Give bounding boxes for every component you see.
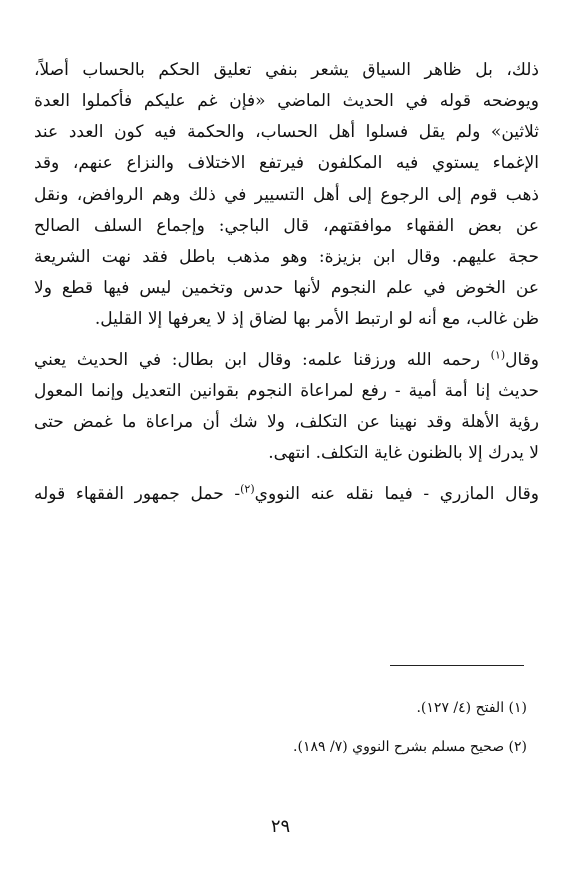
paragraph-line-with-footnote: [34, 482, 539, 506]
text-line: عن بعض الفقهاء موافقتهم، قال الباجي: وإجماع السلف الصالح: [34, 216, 539, 236]
text-fragment: رحمه الله ورزقنا علمه: وقال ابن بطال: في الحديث يعني: [34, 350, 480, 370]
text-fragment: - حمل جمهور الفقهاء قوله: [34, 484, 241, 504]
text-line: الإغماء يستوي فيه المكلفون فيرتفع الاختلاف والنزاع عنهم، وقد: [34, 153, 539, 173]
paragraph-line-with-footnote: [34, 348, 539, 372]
text-line: ويوضحه قوله في الحديث الماضي «فإن غم عليكم فأكملوا العدة: [34, 91, 539, 111]
text-line: لا يدرك إلا بالظنون غاية التكلف. انتهى.: [268, 443, 539, 463]
text-fragment: وقال: [505, 350, 539, 370]
text-line: ذلك، بل ظاهر السياق يشعر بنفي تعليق الحكم بالحساب أصلاً،: [34, 60, 539, 80]
text-line: حديث إنا أمة أمية - رفع لمراعاة النجوم بقوانين التعديل وإنما المعول: [34, 381, 539, 401]
text-fragment: وقال المازري: [439, 484, 539, 504]
footnote-separator: [390, 665, 524, 666]
page-number: ٢٩: [270, 816, 291, 837]
footnote-ref: (٢): [240, 482, 255, 496]
footnote: (١) الفتح (٤/ ١٢٧).: [416, 700, 527, 716]
text-fragment: - فيما نقله عنه النووي: [254, 484, 430, 504]
text-line: ذهب قوم إلى الرجوع إلى أهل التسيير في ذلك وهم الروافض، ونقل: [34, 185, 539, 205]
text-line: رؤية الأهلة وقد نهينا عن التكلف، ولا شك أن مراعاة ما غمض حتى: [34, 412, 539, 432]
text-line: ظن غالب، مع أنه لو ارتبط الأمر بها لضاق إذ لا يعرفها إلا القليل.: [94, 309, 539, 329]
text-line: حجة عليهم. وقال ابن بزيزة: وهو مذهب باطل فقد نهت الشريعة: [34, 247, 539, 267]
text-line: ثلاثين» ولم يقل فسلوا أهل الحساب، والحكمة فيه كون العدد عند: [34, 122, 539, 142]
text-line: عن الخوض في علم النجوم لأنها حدس وتخمين ليس فيها قطع ولا: [34, 278, 539, 298]
footnote: (٢) صحيح مسلم بشرح النووي (٧/ ١٨٩).: [293, 739, 527, 755]
footnote-ref: (١): [490, 348, 506, 362]
